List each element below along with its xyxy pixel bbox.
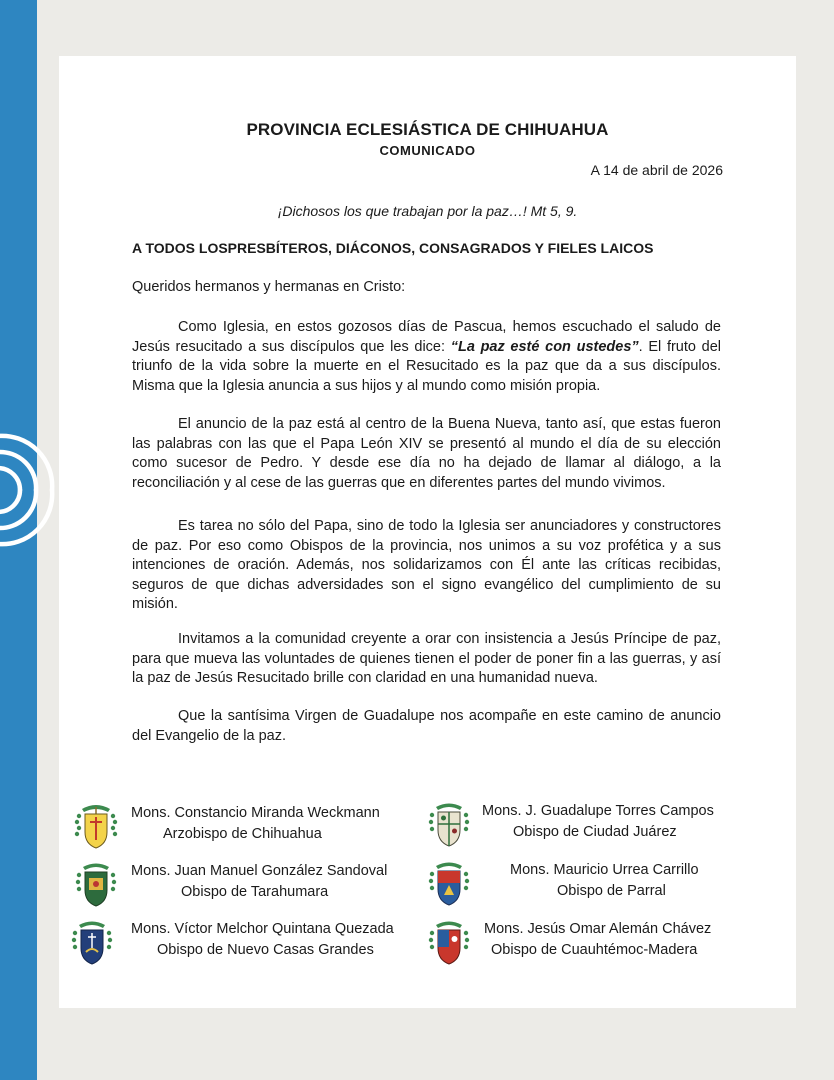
signatory-title: Obispo de Parral [557,883,666,899]
bishop-coat-of-arms-icon [426,859,472,909]
signatory-name: Mons. Juan Manuel González Sandoval [131,863,388,879]
signatory-name: Mons. Mauricio Urrea Carrillo [510,862,699,878]
paragraph-5: Que la santísima Virgen de Guadalupe nos acompañe en este camino de anuncio del Evangelio de la paz. [132,708,721,744]
signatory-name: Mons. Jesús Omar Alemán Chávez [484,921,712,937]
document-title: PROVINCIA ECLESIÁSTICA DE CHIHUAHUA [246,120,609,139]
paragraph-3: Es tarea no sólo del Papa, sino de todo la Iglesia ser anunciadores y constructores de paz. Por eso como Obispos de la provincia, nos unimos a su voz profética y a sus intenciones de oración. Además, nos solidarizamos con Él ante las críticas recibidas, seguros de que dichas adversidades son el signo evangélico del cumplimiento de su misión. [132,518,721,612]
paragraph-4: Invitamos a la comunidad creyente a orar con insistencia a Jesús Príncipe de paz, para que mueva las voluntades de quienes tienen el poder de poner fin a las guerras, y así la paz de Jesús Resucitado brille con claridad en una humanidad nueva. [132,631,721,686]
paragraph-1-text-end: . El fruto del triunfo de la vida sobre la muerte en el Resucitado es la paz que da a sus discípulos. Misma que la Iglesia anuncia a sus hijos y al mundo como misión propia. [132,338,721,394]
greeting-line: Queridos hermanos y hermanas en Cristo: [132,279,406,295]
left-accent-bar [0,0,37,1080]
addressee-heading: A TODOS LOSPRESBÍTEROS, DIÁCONOS, CONSAGRADOS Y FIELES LAICOS [132,240,654,256]
letter-sheet [59,56,796,1008]
paragraph-1-quote: “La paz esté con ustedes” [450,338,639,355]
document-subtitle: COMUNICADO [379,143,476,158]
signatory-title: Obispo de Nuevo Casas Grandes [157,942,374,958]
bishop-coat-of-arms-icon [73,860,119,910]
signatory-title: Obispo de Cuauhtémoc-Madera [491,942,698,958]
signatory-name: Mons. Constancio Miranda Weckmann [131,805,380,821]
bishop-coat-of-arms-icon [69,918,115,968]
bishop-coat-of-arms-icon [426,800,472,850]
paragraph-1 [132,318,721,396]
signatory-name: Mons. J. Guadalupe Torres Campos [482,803,714,819]
paragraph-1-text-start: Como Iglesia, en estos gozosos días de Pascua, hemos escuchado el saludo de Jesús resucitado a sus discípulos que les dice: [132,319,721,355]
signatory-title: Arzobispo de Chihuahua [163,826,322,842]
paragraph-2: El anuncio de la paz está al centro de la Buena Nueva, tanto así, que estas fueron las palabras con las que el Papa León XIV se presentó al mundo el día de su elección como sucesor de Pedro. Y desde ese día no ha dejado de llamar al diálogo, a la reconciliación y al cese de las guerras que en diferentes partes del mundo vivimos. [132,416,721,491]
signatory-title: Obispo de Tarahumara [181,884,329,900]
signatory-name: Mons. Víctor Melchor Quintana Quezada [131,921,394,937]
archbishop-coat-of-arms-icon [73,802,119,852]
document-date: A 14 de abril de 2026 [590,162,723,178]
bishop-coat-of-arms-icon [426,918,472,968]
signatory-title: Obispo de Ciudad Juárez [513,824,677,840]
epigraph-quote: ¡Dichosos los que trabajan por la paz…! Mt 5, 9. [277,203,578,219]
